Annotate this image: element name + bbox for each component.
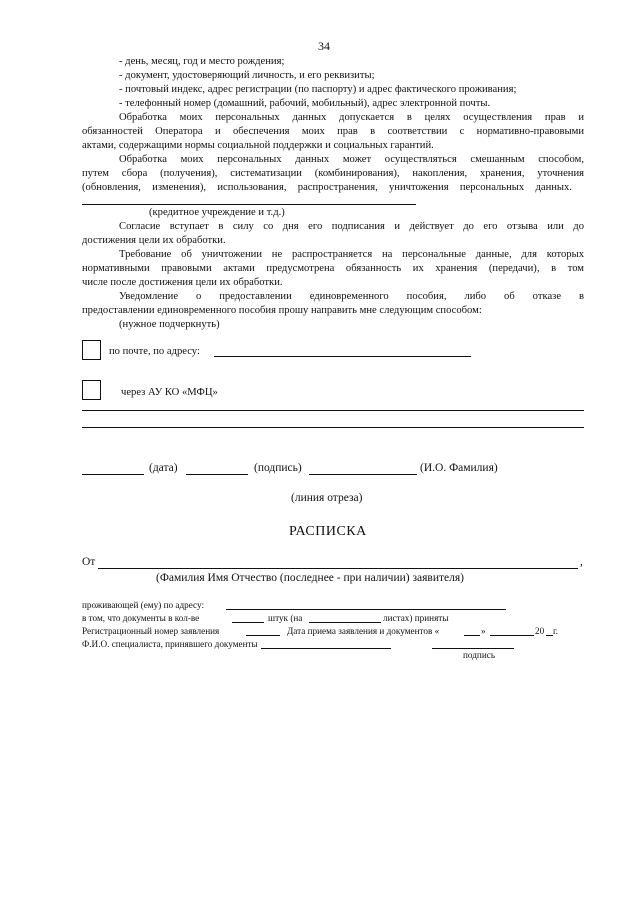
- docs-label-c: листах) приняты: [383, 613, 449, 623]
- separator-line: [82, 410, 584, 411]
- from-comma: ,: [580, 556, 583, 568]
- name-field[interactable]: [309, 474, 417, 475]
- signature-field[interactable]: [186, 474, 248, 475]
- paragraph-line: Обработка моих персональных данных допускается в целях осуществления прав и: [119, 112, 584, 123]
- docs-label-a: в том, что документы в кол-ве: [82, 613, 200, 623]
- paragraph-line: Требование об уничтожении не распространяется на персональные данные, для которых: [119, 249, 584, 260]
- mfc-option-label: через АУ КО «МФЦ»: [121, 387, 218, 398]
- month-field[interactable]: [490, 635, 534, 636]
- underline-note: (нужное подчеркнуть): [119, 319, 220, 330]
- paragraph-line: предоставлении единовременного пособия прошу направить мне следующим способом:: [82, 305, 482, 316]
- receipt-title: РАСПИСКА: [289, 524, 367, 539]
- post-option-checkbox[interactable]: [82, 340, 101, 360]
- institution-caption: (кредитное учреждение и т.д.): [149, 207, 285, 218]
- institution-line: [82, 204, 416, 205]
- docs-label-b: штук (на: [268, 613, 303, 623]
- paragraph-line: актами, содержащими нормы социальной поддержки и социальных гарантий.: [82, 140, 434, 151]
- from-label: От: [82, 556, 96, 568]
- address-field[interactable]: [226, 609, 506, 610]
- bullet-item: - документ, удостоверяющий личность, и его реквизиты;: [119, 70, 375, 81]
- paragraph-line: (обновления, изменения), использования, распространения, уничтожения персональных данных.: [82, 182, 572, 193]
- post-address-field[interactable]: [214, 356, 471, 357]
- date-mid: »: [481, 626, 486, 636]
- reg-number-label: Регистрационный номер заявления: [82, 626, 220, 636]
- bullet-item: - день, месяц, год и место рождения;: [119, 56, 285, 67]
- specialist-name-field[interactable]: [261, 648, 391, 649]
- post-option-label: по почте, по адресу:: [109, 346, 200, 357]
- address-label: проживающей (ему) по адресу:: [82, 600, 205, 610]
- paragraph-line: обязанностей Оператора и обеспечения моих прав в соответствии с нормативно-правовыми: [82, 126, 584, 137]
- paragraph-line: Согласие вступает в силу со дня его подписания и действует до его отзыва или до: [119, 221, 584, 232]
- paragraph-line: числе после достижения цели их обработки.: [82, 277, 283, 288]
- from-caption: (Фамилия Имя Отчество (последнее - при наличии) заявителя): [156, 572, 464, 584]
- docs-count-field[interactable]: [232, 622, 264, 623]
- specialist-signature-caption: подпись: [463, 650, 496, 660]
- date-end: г.: [553, 626, 559, 636]
- year-field[interactable]: [546, 635, 553, 636]
- bullet-item: - телефонный номер (домашний, рабочий, мобильный), адрес электронной почты.: [119, 98, 491, 109]
- date-field[interactable]: [82, 474, 144, 475]
- reg-number-field[interactable]: [246, 635, 280, 636]
- separator-line: [82, 427, 584, 428]
- date-received-label: Дата приема заявления и документов «: [287, 626, 440, 636]
- signature-caption: (подпись): [254, 462, 302, 474]
- sheets-count-field[interactable]: [309, 622, 381, 623]
- paragraph-line: нормативными правовыми актами предусмотрена обязанность их хранения (передачи), в том: [82, 263, 584, 274]
- applicant-name-field[interactable]: [98, 568, 578, 569]
- paragraph-line: путем сбора (получения), систематизации (комбинирования), накопления, хранения, уточнения: [82, 168, 584, 179]
- year-prefix: 20: [535, 626, 545, 636]
- mfc-option-checkbox[interactable]: [82, 380, 101, 400]
- bullet-item: - почтовый индекс, адрес регистрации (по паспорту) и адрес фактического проживания;: [119, 84, 517, 95]
- paragraph-line: Уведомление о предоставлении единовременного пособия, либо об отказе в: [119, 291, 584, 302]
- name-caption: (И.О. Фамилия): [420, 462, 498, 474]
- day-field[interactable]: [464, 635, 480, 636]
- date-caption: (дата): [149, 462, 178, 474]
- cut-line-caption: (линия отреза): [291, 492, 363, 504]
- paragraph-line: Обработка моих персональных данных может осуществляться смешанным способом,: [119, 154, 584, 165]
- paragraph-line: достижения цели их обработки.: [82, 235, 226, 246]
- page-number: 34: [318, 39, 330, 53]
- specialist-label: Ф.И.О. специалиста, принявшего документы: [82, 639, 258, 649]
